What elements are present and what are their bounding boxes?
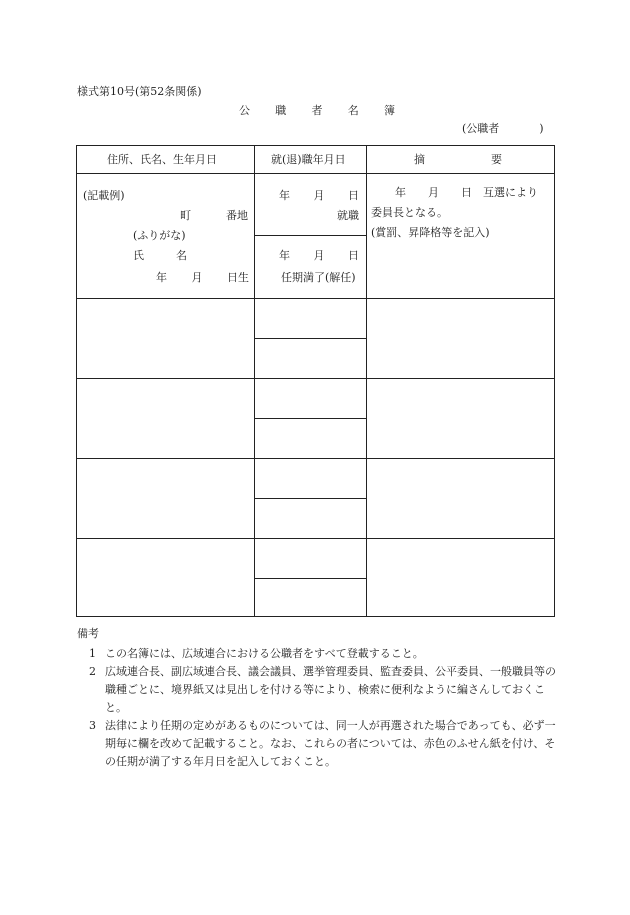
official-category-label [462,122,544,136]
name-part: 氏 [133,249,144,262]
date-part: 月 [313,189,325,202]
name-label [133,249,187,263]
title-char: 者 [311,104,323,117]
title-char: 簿 [384,104,395,117]
note-number: 2 [89,665,96,679]
date-part: 日 [348,189,359,202]
start-date [279,189,359,203]
date-part: 年 [279,249,290,262]
note-number: 3 [89,719,96,733]
end-label: 任期満了(解任) [281,271,356,284]
date-part: 月 [313,249,325,262]
furigana-label: (ふりがな) [133,229,186,242]
entry-name-cell[interactable] [77,379,253,458]
official-label-close: ) [539,122,544,135]
birth-part: 年 [156,271,167,284]
address-town: 町 [180,209,191,222]
entry-name-cell[interactable] [77,459,253,538]
birth-part: 日生 [227,271,249,284]
end-date [279,249,359,263]
note-number: 1 [89,647,96,661]
notes-section [77,627,557,771]
note-text: 法律により任期の定めがあるものについては、同一人が再選された場合であっても、必ず一期毎に欄を改めて記載すること。なお、これらの者については、赤色のふせん紙を付け、その任期が満了する年月日を記入しておくこと。 [105,719,556,769]
birth-part: 月 [191,271,203,284]
start-label: 就職 [337,209,359,222]
column-header-dates: 就(退)職年月日 [271,153,346,166]
column-divider [254,146,255,616]
date-part: 年 [279,189,290,202]
notes-title: 備考 [77,627,99,640]
register-table [76,145,568,617]
summary-line: 委員長となる。 [371,206,448,219]
note-text: 広域連合長、副広域連合長、議会議員、選挙管理委員、監査委員、公平委員、一般職員等の職種ごとに、境界紙又は見出しを付ける等により、検索に便利なように編さんしておくこと。 [105,665,556,715]
note-item [77,663,557,717]
example-label: (記載例) [83,189,125,202]
date-subrow-line [254,338,366,339]
column-divider [366,146,367,616]
header-row-line [77,173,554,174]
summary-line: 年 月 日 互選により [395,186,538,199]
title-char: 職 [275,104,287,117]
title-char: 名 [347,104,359,117]
birthdate-label [156,271,249,285]
form-number-label: 様式第10号(第52条関係) [77,85,202,98]
address-lot: 番地 [226,209,248,222]
title-char: 公 [239,104,250,117]
column-header-summary [414,153,568,167]
column-header-name: 住所、氏名、生年月日 [107,153,217,166]
date-part: 日 [348,249,359,262]
note-item [77,645,557,663]
summary-header-text: 摘要 [414,153,568,166]
date-subrow-line [254,578,366,579]
document-title [0,104,630,118]
date-subrow-line [254,418,366,419]
date-subrow-line [254,498,366,499]
note-text: この名簿には、広域連合における公職者をすべて登載すること。 [105,647,424,661]
official-label-open: (公職者 [462,122,500,135]
summary-line: (賞罰、昇降格等を記入) [371,226,490,239]
entry-name-cell[interactable] [77,539,253,617]
date-subrow-line [254,235,366,236]
entry-name-cell[interactable] [77,299,253,378]
name-part: 名 [176,249,187,262]
note-item [77,717,557,771]
